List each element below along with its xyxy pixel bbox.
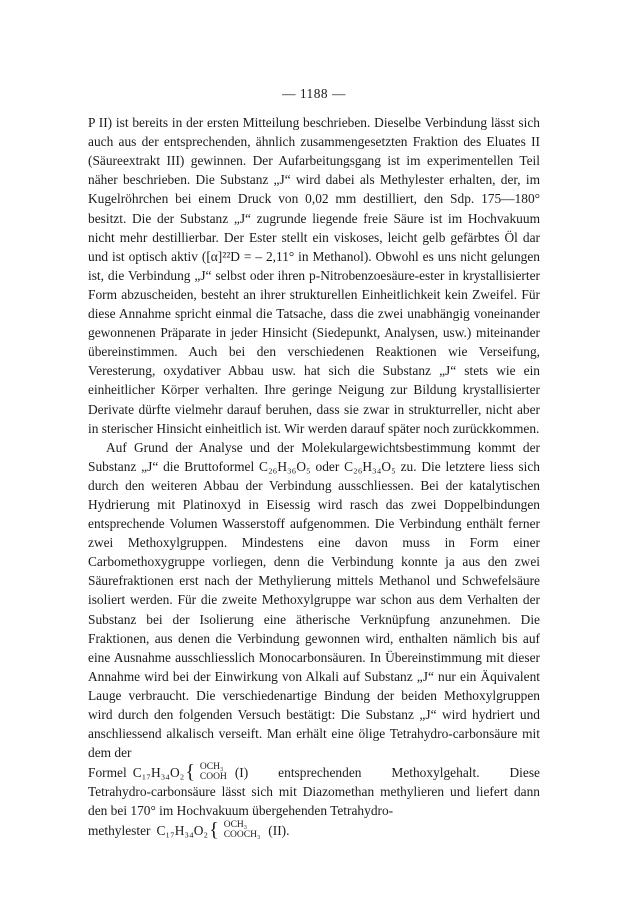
formula-1-top: OCH₃ (199, 762, 224, 773)
formula-2-lead: methylester (88, 822, 151, 838)
paragraph-2: Auf Grund der Analyse und der Molekulargewichtsbestimmung kommt der Substanz „J“ die Bruttoformel C₂₆H₃₆O₅ oder C₂₆H₃₄O₅ zu. Die letztere liess sich durch den weiteren Abbau der Verbindung ausschliessen. Bei der katalytischen Hydrierung mit Platinoxyd in Eisessig wird rasch das zwei Doppelbindungen entsprechende Volumen Wasserstoff aufgenommen. Die Verbindung enthält ferner zwei Methoxylgruppen. Mindestens eine davon muss in Form einer Carbomethoxygruppe vorliegen, denn die Verbindung konnte ja aus den zwei Säurefraktionen erst nach der Methylierung mittels Methanol und Schwefelsäure isoliert werden. Für die zweite Methoxylgruppe war schon aus dem Verhalten der Substanz bei der Isolierung eine ätherische Verknüpfung anzunehmen. Die Fraktionen, aus denen die Verbindung gewonnen wird, enthalten nämlich bis auf eine Ausnahme ausschliesslich Monocarbonsäuren. In Übereinstimmung mit dieser Annahme wird bei der Einwirkung von Alkali auf Substanz „J“ nur ein Äquivalent Lauge verbraucht. Die verschiedenartige Bindung der beiden Methoxylgruppen wird durch den folgenden Versuch bestätigt: Die Substanz „J“ wird hydriert und anschliessend alkalisch verseift. Man erhält eine ölige Tetrahydro-carbonsäure mit dem der (88, 439, 540, 761)
formula-2-base: C₁₇H₃₄O₂ (156, 822, 209, 838)
formula-line-1 (88, 762, 540, 782)
formula-1 (133, 762, 231, 782)
formula-1-bottom: COOH (199, 772, 227, 783)
formula-1-brace: { (185, 761, 195, 784)
formula-1-trail: (I) entsprechenden Methoxylgehalt. Diese (234, 764, 540, 780)
formula-2-top: OCH₃ (223, 820, 248, 831)
formula-1-groups (200, 762, 227, 782)
paragraph-3: Tetrahydro-carbonsäure lässt sich mit Diazomethan methylieren und liefert dann den bei 170° im Hochvakuum übergehenden Tetrahydro- (88, 784, 540, 819)
paragraph-1: P II) ist bereits in der ersten Mitteilung beschrieben. Dieselbe Verbindung lässt sich auch aus der entsprechenden, ähnlich zusammengesetzten Fraktion des Eluates II (Säureextrakt III) gewinnen. Der Aufarbeitungsgang ist im experimentellen Teil näher beschrieben. Die Substanz „J“ wird dabei als Methylester erhalten, der, im Kugelröhrchen bei einem Druck von 0,02 mm destilliert, den Sdp. 175—180° besitzt. Die der Substanz „J“ zugrunde liegende freie Säure ist im Hochvakuum nicht mehr destillierbar. Der Ester stellt ein viskoses, leicht gelb gefärbtes Öl dar und ist optisch aktiv ([α]²²D = – 2,11° in Methanol). Obwohl es uns nicht gelungen ist, die Verbindung „J“ selbst oder ihren p-Nitrobenzoesäure-ester in krystallisierter Form abzuscheiden, besteht an ihrer strukturellen Einheitlichkeit kein Zweifel. Für diese Annahme spricht einmal die Tatsache, dass die zwei unabhängig voneinander gewonnenen Präparate in jeder Hinsicht (Siedepunkt, Analysen, usw.) miteinander übereinstimmen. Auch bei den verschiedenen Reaktionen wie Verseifung, Veresterung, oxydativer Abbau usw. hat sich die Substanz „J“ stets wie ein einheitlicher Körper verhalten. Ihre geringe Neigung zur Bildung krystallisierter Derivate dürfte vielmehr darauf beruhen, dass sie zwar in strukturreller, nicht aber in sterischer Hinsicht einheitlich ist. Wir werden darauf später noch zurückkommen. (88, 115, 540, 436)
document-page (88, 84, 540, 840)
formula-2-groups (224, 820, 261, 840)
formula-2 (156, 820, 264, 840)
page-number: — 1188 — (282, 86, 346, 101)
formula-2-bottom: COOCH₃ (223, 830, 261, 841)
formula-1-base: C₁₇H₃₄O₂ (132, 764, 185, 780)
formula-2-brace: { (209, 819, 219, 842)
formula-2-trail: (II). (268, 822, 290, 838)
formula-1-lead: Formel (88, 764, 127, 780)
formula-line-2 (88, 820, 540, 840)
